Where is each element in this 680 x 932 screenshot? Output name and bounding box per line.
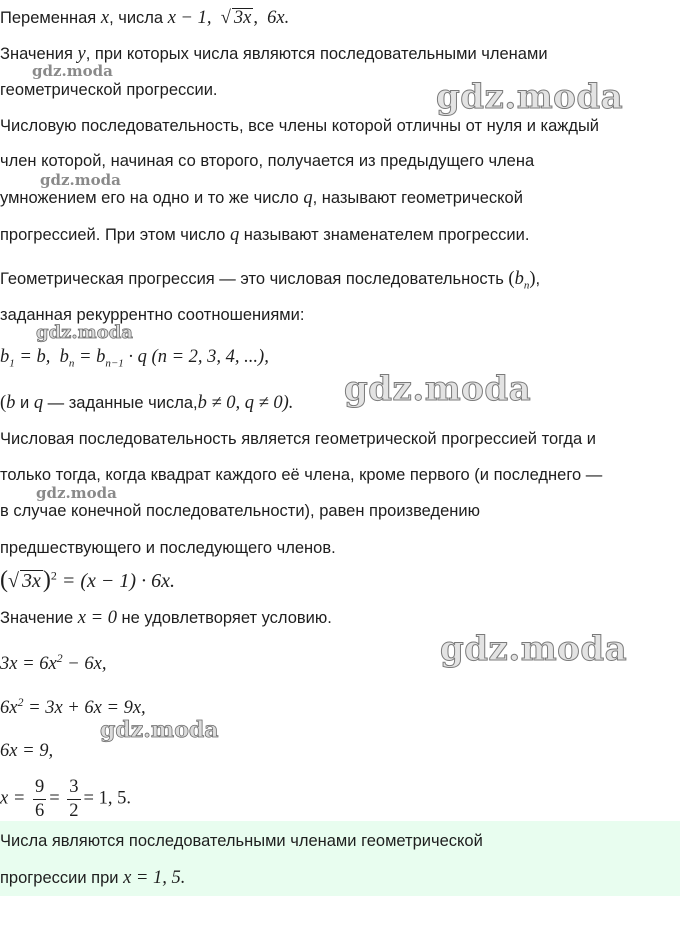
- answer-line-1: Числа являются последовательными членами геометрической: [0, 832, 483, 850]
- answer-box: [0, 821, 680, 896]
- fraction-3-2: $\frac{3}{2}$: [69, 777, 79, 821]
- progression-line-2: заданная рекуррентно соотношениями:: [0, 306, 305, 324]
- definition-line-2: член которой, начиная со второго, получается из предыдущего члена: [0, 152, 535, 170]
- watermark-medium: gdz.moda: [36, 322, 133, 343]
- watermark-medium: gdz.moda: [100, 717, 219, 743]
- definition-line-3: умножением его на одно и то же число q, называют геометрической: [0, 188, 523, 208]
- solution-step-2: $6x^2 = 3x + 6x = 9x$,: [0, 695, 146, 719]
- sqrt-expression: √ 3x ,: [220, 8, 258, 28]
- var-x: x: [100, 8, 110, 28]
- main-equation: (√ 3x)$^2$ = (x − 1) · 6x.: [0, 567, 175, 593]
- recurrence-note: (b и q — заданные числа,b ≠ 0, q ≠ 0).: [0, 393, 294, 413]
- property-line-3: в случае конечной последовательности), равен произведению: [0, 502, 480, 520]
- watermark-large: gdz.moda: [344, 369, 532, 409]
- question-line: Значения y, при которых числа являются последовательными членами: [0, 44, 548, 64]
- question-line-2: геометрической прогрессии.: [0, 81, 218, 99]
- problem-statement: Переменная x, числа x − 1, √ 3x , 6x.: [0, 8, 290, 28]
- watermark-small: gdz.moda: [36, 484, 117, 502]
- answer-line-2: прогрессии при x = 1, 5.: [0, 868, 186, 888]
- solution-step-3: 6x = 9,: [0, 741, 54, 761]
- exclusion-note: Значение x = 0 не удовлетворяет условию.: [0, 608, 332, 628]
- property-line-4: предшествующего и последующего членов.: [0, 539, 336, 557]
- property-line-2: только тогда, когда квадрат каждого её члена, кроме первого (и последнего —: [0, 466, 603, 484]
- progression-line-1: Геометрическая прогрессия — это числовая последовательность $(b_n)$,: [0, 269, 541, 292]
- property-line-1: Числовая последовательность является геометрической прогрессией тогда и: [0, 430, 597, 448]
- watermark-small: gdz.moda: [40, 171, 121, 189]
- watermark-large: gdz.moda: [436, 77, 624, 117]
- fraction-9-6: $\frac{9}{6}$: [34, 777, 45, 821]
- definition-line-4: прогрессией. При этом число q называют знаменателем прогрессии.: [0, 225, 530, 245]
- recurrence-formula: $b_1 = b$, $b_n = b_{n-1} \cdot q$ (n = 2, 3, 4, ...),: [0, 347, 269, 370]
- watermark-large: gdz.moda: [440, 629, 628, 669]
- solution-step-4: x = $\frac{9}{6}$ = $\frac{3}{2}$ = 1, 5.: [0, 777, 131, 821]
- solution-step-1: $3x = 6x^2 - 6x$,: [0, 651, 107, 675]
- watermark-small: gdz.moda: [32, 62, 113, 80]
- definition-line-1: Числовую последовательность, все члены которой отличны от нуля и каждый: [0, 117, 600, 135]
